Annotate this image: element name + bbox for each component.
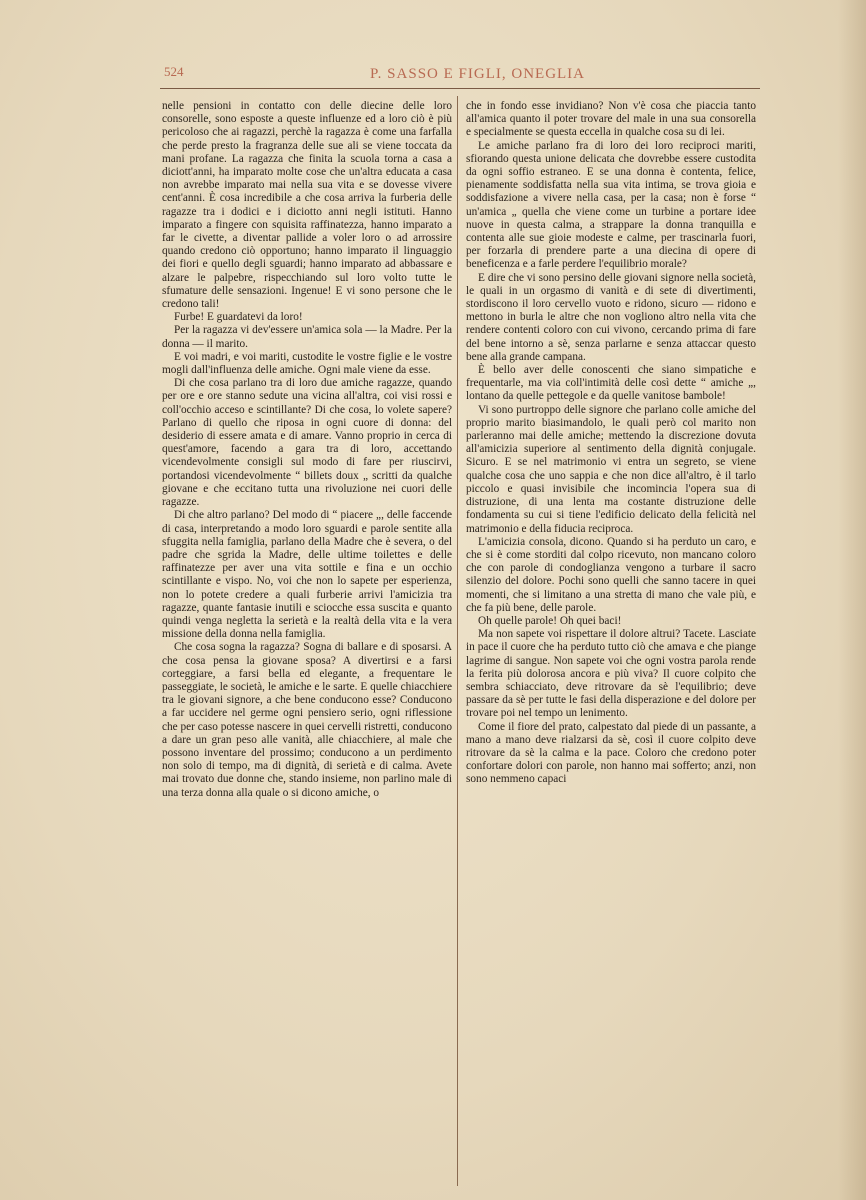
paragraph: Di che cosa parlano tra di loro due amiche ragazze, quando per ore e ore stanno sedute una vicina all'altra, coi visi rossi e coll'occhio acceso e scintillante? Di che cosa, lo volete sapere? Parlano di quello che riposa in ogni cuore di donna: del desiderio di essere amata e di amare. Vanno proprio in cerca di quest'amore, facendo a gara tra di loro, accettando vicendevolmente consigli sul modo di fare per riuscirvi, portandosi vicendevolmente “ billets doux „ scritti da qualche giovane e che eccitano tutta una rivoluzione nei cuori delle ragazze. xyxy=(162,377,452,509)
running-title: P. SASSO E FIGLI, ONEGLIA xyxy=(370,66,586,82)
page-number: 524 xyxy=(164,64,184,79)
paragraph: che in fondo esse invidiano? Non v'è cosa che piaccia tanto all'amica quanto il poter trovare del male in una sua consorella e specialmente se questa eccella in qualche cosa su di lei. xyxy=(466,100,756,139)
column-divider xyxy=(457,96,458,1186)
paragraph: Le amiche parlano fra di loro dei loro reciproci mariti, sfiorando questa unione delicata che dovrebbe essere custodita da ogni soffio estraneo. E se una donna è contenta, felice, pienamente soddisfatta nella sua vita intima, se trova gioia e soddisfazione a vivere nella casa, per la casa; non è forse “ un'amica „ quella che viene come un turbine a portare idee nuove in questa calma, a strappare la donna tranquilla e contenta alle sue gioie modeste e calme, per trascinarla fuori, per forzarla di prendere parte a una diecina di opere di beneficenza e a farle perdere l'equilibrio morale? xyxy=(466,139,756,271)
page-header xyxy=(160,64,760,86)
paragraph: Vi sono purtroppo delle signore che parlano colle amiche del proprio marito biasimandolo, le quali però col marito non parleranno mai delle amiche; mettendo la discrezione dovuta all'amicizia superiore al sentimento della dignità conjugale. Sicuro. E se nel matrimonio vi entra un segreto, se viene qualche cosa che uno sappia e che non dice all'altro, è il tarlo piccolo e quasi invisibile che incomincia l'opera sua di distruzione, di una lenta ma costante distruzione delle fondamenta su cui si tiene l'edificio delicato della felicità nel matrimonio e della fiducia reciproca. xyxy=(466,403,756,535)
paragraph: Di che altro parlano? Del modo di “ piacere „, delle faccende di casa, interpretando a modo loro sguardi e parole sentite alla sfuggita nella famiglia, parlano della Madre che è severa, o del padre che sgrida la Madre, delle ultime toilettes e delle raffinatezze per aver una vita sottile e fina e un occhio scintillante e vispo. No, voi che non lo sapete per esperienza, non lo potete credere a quali furberie arrivi l'amicizia tra ragazze, quante fantasie inutili e sciocche essa suscita e quanto quindi venga negletta la serietà e la realtà della vita e la vera missione della donna nella famiglia. xyxy=(162,509,452,641)
paragraph: Come il fiore del prato, calpestato dal piede di un passante, a mano a mano deve rialzarsi da sè, così il cuore colpito deve ritrovare da sè la calma e la pace. Coloro che credono poter confortare dolori con parole, non hanno mai sofferto; anzi, non sono nemmeno capaci xyxy=(466,720,756,786)
header-rule xyxy=(160,88,760,89)
left-column xyxy=(162,100,452,1185)
paragraph: Oh quelle parole! Oh quei baci! xyxy=(478,614,622,627)
paragraph: E dire che vi sono persino delle giovani signore nella società, le quali in un orgasmo di vanità e di sete di divertimenti, stordiscono il loro cervello vuoto e ridono, sicuro — ridono e mettono in burla le altre che non vogliono altro nella vita che rendere contenti coloro con cui vivono, cercando prima di fare del bene intorno a sè, senza parlarne e senza attaccar questo bene alla grande campana. xyxy=(466,271,756,363)
paragraph: È bello aver delle conoscenti che siano simpatiche e frequentarle, ma via coll'intimità delle così dette “ amiche „, lontano da quelle pettegole e da quelle vanitose bambole! xyxy=(466,364,756,403)
paragraph: Furbe! E guardatevi da loro! xyxy=(174,311,303,324)
paragraph: Ma non sapete voi rispettare il dolore altrui? Tacete. Lasciate in pace il cuore che ha perduto tutto ciò che amava e che piange lagrime di sangue. Non sapete voi che ogni vostra parola rende la ferita più dolorosa ancora e più viva? Il cuore colpito che sembra schiacciato, deve ritrovare da sè l'equilibrio; deve passare da sè per tutte le fasi della disperazione e del dolore per trovare poi nel tempo un lenimento. xyxy=(466,628,756,720)
paragraph: Che cosa sogna la ragazza? Sogna di ballare e di sposarsi. A che cosa pensa la giovane sposa? A divertirsi e a farsi corteggiare, a farsi bella ed elegante, a frequentare le passeggiate, le società, le amiche e le sarte. E quelle chiacchiere tra le giovani signore, a che bene conducono esse? Conducono a far uccidere nel germe ogni pensiero serio, ogni riflessione che per caso potesse nascere in quei cervelli ristretti, conducono a dare un gran peso alle vanità, alle chiacchiere, al male che possono inventare del prossimo; conducono a un perdimento non solo di tempo, ma di dignità, di serietà e di calma. Avete mai trovato due donne che, stando insieme, non parlino male di una terza donna alla quale o si dicono amiche, o xyxy=(162,641,452,799)
paragraph: Per la ragazza vi dev'essere un'amica sola — la Madre. Per la donna — il marito. xyxy=(162,324,452,350)
paragraph: L'amicizia consola, dicono. Quando si ha perduto un caro, e che si è come storditi dal colpo ricevuto, non mancano coloro che con parole di condoglianza vengono a turbare il sacro silenzio del dolore. Pochi sono quelli che sanno tacere in quei momenti, che si limitano a una stretta di mano che vale più, e che fa più bene, delle parole. xyxy=(466,535,756,614)
paragraph: nelle pensioni in contatto con delle diecine delle loro consorelle, sono esposte a queste influenze ed a loro ciò è più pericoloso che ai ragazzi, perchè la ragazza è come una farfalla che perde presto la fragranza delle sue ali se viene toccata da mani profane. La ragazza che finita la scuola torna a casa a diciott'anni, ha imparato molte cose che un'altra educata a casa non avrebbe imparato mai nella sua vita e se dovesse vivere cent'anni. È cosa incredibile a che cosa arriva la furberia delle ragazze tra i dodici e i diciotto anni negli istituti. Hanno imparato a fingere con squisita raffinatezza, hanno imparato a far le civette, a diventar pallide a voler loro o ad arrossire quando credono ciò opportuno; hanno imparato il linguaggio dei fiori e quello degli sguardi; hanno imparato ad abbassare e alzare le palpebre, rispecchiando sul loro volto tutte le sfumature delle sensazioni. Ingenue! E vi sono persone che le credono tali! xyxy=(162,100,452,311)
paragraph: E voi madri, e voi mariti, custodite le vostre figlie e le vostre mogli dall'influenza delle amiche. Ogni male viene da esse. xyxy=(162,350,452,377)
right-column xyxy=(466,100,756,1185)
page-edge-shadow xyxy=(838,0,866,1200)
